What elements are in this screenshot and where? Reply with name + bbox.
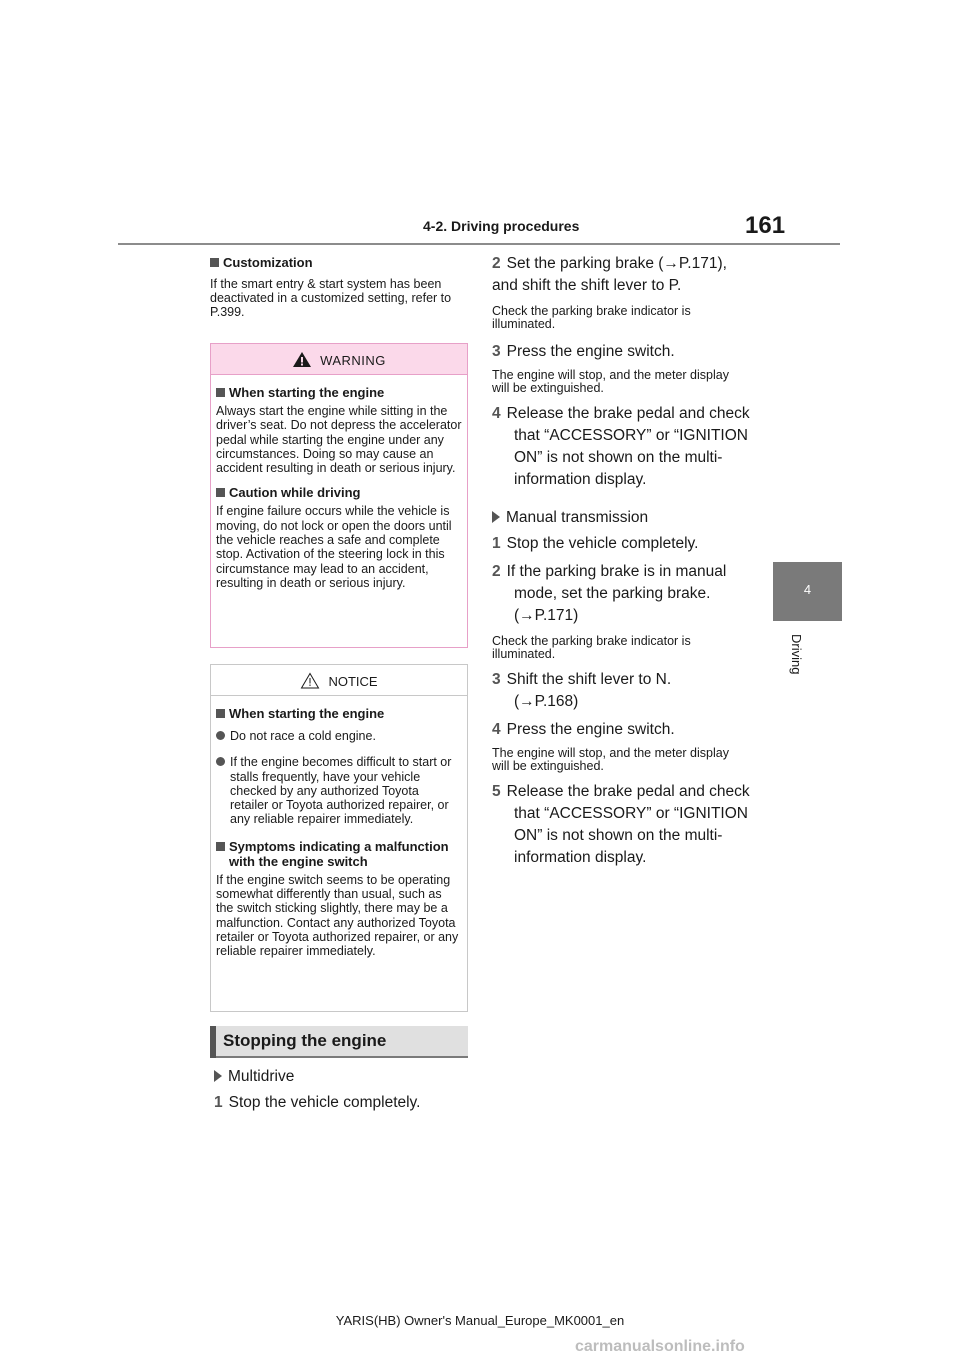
- warning-item-heading: When starting the engine: [216, 385, 463, 400]
- chapter-number: 4: [803, 582, 812, 597]
- multidrive-label: Multidrive: [214, 1066, 474, 1088]
- footer-text: YARIS(HB) Owner's Manual_Europe_MK0001_en: [335, 1313, 625, 1328]
- customization-text: If the smart entry & start system has been deactivated in a customized setting, refer to P.399.: [210, 277, 452, 319]
- step-item: 3 Shift the shift lever to N. (→P.168): [492, 671, 672, 710]
- notice-header: [211, 665, 467, 696]
- watermark: carmanualsonline.info: [575, 1338, 745, 1355]
- step-item: 4 Release the brake pedal and check that “ACCESSORY” or “IGNITION ON” is not shown on the multi-information display.: [492, 405, 750, 488]
- warning-title: WARNING: [320, 353, 386, 368]
- warning-item-heading: Caution while driving: [216, 485, 463, 500]
- warning-item-text: If engine failure occurs while the vehicle is moving, do not lock or open the doors until the vehicle reaches a safe and complete stop. Activation of the steering lock in this circumstance may lead to an accident, resulting in death or serious injury.: [216, 504, 452, 590]
- triangle-bullet-icon: [492, 511, 500, 523]
- notice-heading: When starting the engine: [216, 706, 463, 721]
- step-item: 4 Press the engine switch.: [492, 721, 675, 738]
- section-heading-bar: [210, 1026, 468, 1058]
- round-bullet-icon: [216, 731, 225, 740]
- right-column: [492, 253, 752, 869]
- step-item: 1 Stop the vehicle completely.: [492, 535, 699, 552]
- step-note: The engine will stop, and the meter display will be extinguished.: [492, 368, 729, 395]
- step-item: 1 Stop the vehicle completely.: [214, 1094, 421, 1111]
- caution-icon: [300, 672, 320, 689]
- section-heading: Stopping the engine: [223, 1031, 387, 1050]
- section-title: 4-2. Driving procedures: [423, 218, 580, 234]
- page-number: 161: [745, 212, 786, 239]
- square-bullet-icon: [216, 709, 225, 718]
- warning-item-text: Always start the engine while sitting in the driver’s seat. Do not depress the accelerator pedal while starting the engine under any circumstances. Doing so may cause an accident resulting in death or serious injury.: [216, 404, 462, 476]
- notice-text: If the engine switch seems to be operating somewhat differently than usual, such as the switch sticking slightly, there may be a malfunction. Contact any authorized Toyota retailer or Toyota authorized repairer, or any reliable repairer immediately.: [216, 872, 459, 959]
- warning-icon: [292, 351, 312, 368]
- square-bullet-icon: [216, 488, 225, 497]
- warning-box: [210, 343, 468, 648]
- step-note: Check the parking brake indicator is illuminated.: [492, 304, 691, 331]
- step-item: 5 Release the brake pedal and check that “ACCESSORY” or “IGNITION ON” is not shown on the multi-information display.: [492, 783, 750, 866]
- step-note: The engine will stop, and the meter display will be extinguished.: [492, 746, 729, 773]
- step-note: Check the parking brake indicator is illuminated.: [492, 634, 691, 661]
- step-item: 2 Set the parking brake (→P.171), and shift the shift lever to P.: [492, 255, 727, 294]
- square-bullet-icon: [216, 388, 225, 397]
- customization-section: [210, 255, 470, 319]
- multidrive-block: [214, 1066, 474, 1114]
- notice-bullet: Do not race a cold engine.: [216, 729, 463, 743]
- triangle-bullet-icon: [214, 1070, 222, 1082]
- customization-heading: [210, 255, 470, 271]
- square-bullet-icon: [216, 842, 225, 851]
- square-bullet-icon: [210, 258, 219, 267]
- chapter-label: Driving: [789, 634, 804, 675]
- step-item: 3 Press the engine switch.: [492, 343, 675, 360]
- notice-heading: Symptoms indicating a malfunction with the engine switch: [216, 839, 459, 869]
- manual-label: Manual transmission: [492, 507, 752, 529]
- notice-bullet: If the engine becomes difficult to start or stalls frequently, have your vehicle checked by any authorized Toyota retailer or Toyota authorized repairer, or any reliable repairer immediately.: [216, 755, 463, 826]
- notice-title: NOTICE: [328, 674, 378, 689]
- warning-header: [211, 344, 467, 375]
- customization-heading-text: Customization: [223, 255, 313, 270]
- step-item: 2 If the parking brake is in manual mode, set the parking brake. (→P.171): [492, 563, 727, 624]
- round-bullet-icon: [216, 757, 225, 766]
- header-divider: [118, 243, 840, 245]
- notice-box: [210, 664, 468, 1012]
- chapter-tab: [773, 562, 842, 621]
